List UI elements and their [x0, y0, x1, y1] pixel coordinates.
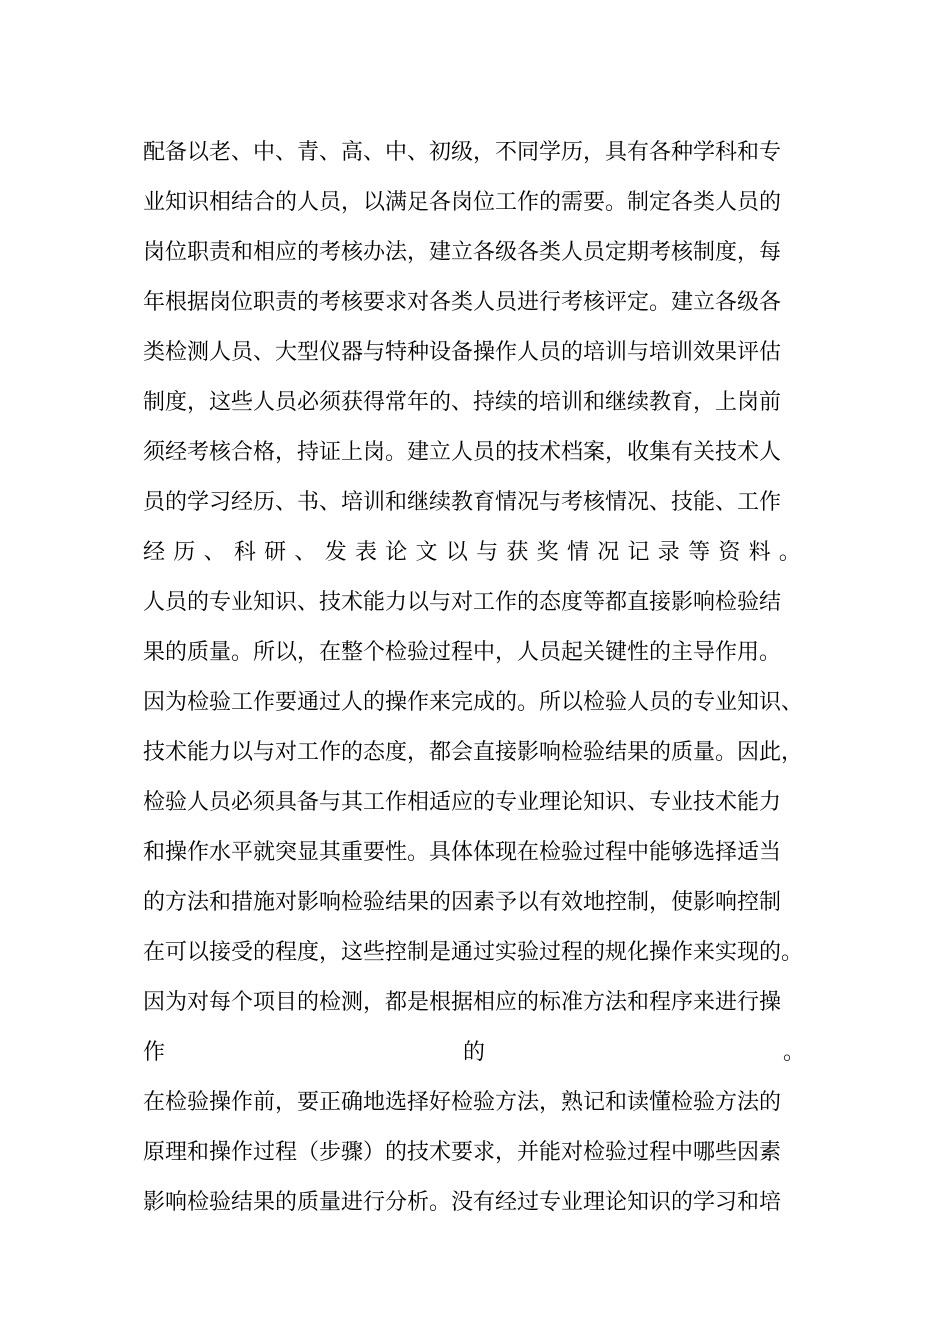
text-line: 检验人员必须具备与其工作相适应的专业理论知识、专业技术能力 — [143, 790, 782, 815]
spaced-char: 、 — [203, 540, 226, 565]
text-line: 因为检验工作要通过人的操作来完成的。所以检验人员的专业知识、 — [143, 690, 804, 715]
body-text — [143, 128, 833, 1228]
spaced-char: 表 — [354, 540, 377, 565]
spaced-char: 与 — [476, 540, 499, 565]
text-line: 和操作水平就突显其重要性。具体体现在检验过程中能够选择适当 — [143, 840, 782, 865]
spaced-text-line — [143, 528, 801, 578]
text-line: 配备以老、中、青、高、中、初级，不同学历，具有各种学科和专 — [143, 140, 782, 165]
spaced-char: 奖 — [536, 540, 559, 565]
text-line: 影响检验结果的质量进行分析。没有经过专业理论知识的学习和培 — [143, 1190, 782, 1215]
text-line: 的方法和措施对影响检验结果的因素予以有效地控制，使影响控制 — [143, 890, 782, 915]
text-line: 在检验操作前，要正确地选择好检验方法，熟记和读懂检验方法的 — [143, 1090, 782, 1115]
text-line: 年根据岗位职责的考核要求对各类人员进行考核评定。建立各级各 — [143, 290, 782, 315]
text-line: 制度，这些人员必须获得常年的、持续的培训和继续教育，上岗前 — [143, 390, 782, 415]
spaced-char: 记 — [627, 540, 650, 565]
text-line: 须经考核合格，持证上岗。建立人员的技术档案，收集有关技术人 — [143, 440, 782, 465]
text-line: 人员的专业知识、技术能力以与对工作的态度等都直接影响检验结 — [143, 590, 782, 615]
text-line: 业知识相结合的人员，以满足各岗位工作的需要。制定各类人员的 — [143, 190, 782, 215]
spaced-char: 。 — [778, 540, 801, 565]
spaced-char: 。 — [783, 1040, 806, 1065]
spaced-char: 等 — [688, 540, 711, 565]
text-line: 果的质量。所以，在整个检验过程中，人员起关键性的主导作用。 — [143, 640, 782, 665]
spaced-char: 资 — [718, 540, 741, 565]
text-line: 在可以接受的程度，这些控制是通过实验过程的规化操作来实现的。 — [143, 940, 804, 965]
spaced-char: 发 — [324, 540, 347, 565]
spaced-char: 以 — [445, 540, 468, 565]
spaced-char: 况 — [597, 540, 620, 565]
text-line: 原理和操作过程（步骤）的技术要求，并能对检验过程中哪些因素 — [143, 1140, 782, 1165]
wide-spaced-line — [143, 1028, 806, 1078]
spaced-char: 获 — [506, 540, 529, 565]
spaced-char: 作 — [143, 1040, 166, 1065]
spaced-char: 、 — [294, 540, 317, 565]
text-line: 因为对每个项目的检测，都是根据相应的标准方法和程序来进行操 — [143, 990, 782, 1015]
text-line: 类检测人员、大型仪器与特种设备操作人员的培训与培训效果评估 — [143, 340, 782, 365]
spaced-char: 历 — [173, 540, 196, 565]
spaced-char: 文 — [415, 540, 438, 565]
text-line: 员的学习经历、书、培训和继续教育情况与考核情况、技能、工作 — [143, 490, 782, 515]
spaced-char: 研 — [264, 540, 287, 565]
spaced-char: 科 — [233, 540, 256, 565]
spaced-char: 论 — [385, 540, 408, 565]
text-line: 岗位职责和相应的考核办法，建立各级各类人员定期考核制度，每 — [143, 240, 782, 265]
spaced-char: 料 — [748, 540, 771, 565]
spaced-char: 的 — [463, 1040, 486, 1065]
text-line: 技术能力以与对工作的态度，都会直接影响检验结果的质量。因此， — [143, 740, 804, 765]
spaced-char: 经 — [143, 540, 166, 565]
spaced-char: 情 — [566, 540, 589, 565]
spaced-char: 录 — [657, 540, 680, 565]
